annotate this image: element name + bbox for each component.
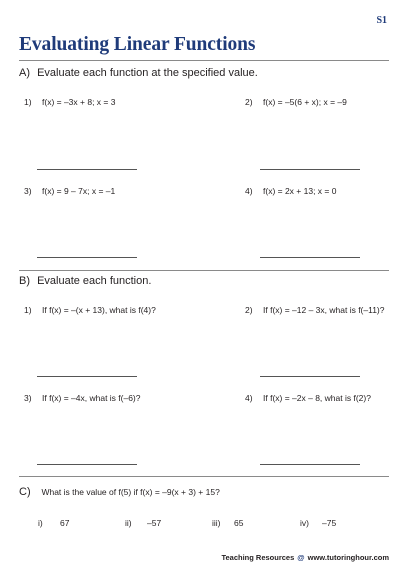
option-iii[interactable] (212, 518, 243, 528)
problem-number: 4) (245, 186, 253, 196)
section-b-letter: B) (19, 275, 30, 287)
option-iv[interactable] (300, 518, 336, 528)
problem-a4 (245, 186, 336, 196)
section-a-heading (19, 67, 258, 79)
answer-line-a2[interactable] (260, 169, 360, 170)
problem-b2 (245, 305, 385, 315)
problem-a3 (24, 186, 115, 196)
answer-line-b3[interactable] (37, 464, 137, 465)
option-value: –57 (147, 518, 162, 528)
answer-line-b4[interactable] (260, 464, 360, 465)
problem-a1 (24, 97, 115, 107)
problem-b4 (245, 393, 371, 403)
problem-text: If f(x) = –12 – 3x, what is f(–11)? (263, 305, 385, 315)
problem-number: 4) (245, 393, 253, 403)
page-title: Evaluating Linear Functions (19, 34, 256, 55)
answer-line-b1[interactable] (37, 376, 137, 377)
section-a-letter: A) (19, 67, 30, 79)
section-b-instruction: Evaluate each function. (37, 275, 152, 287)
sheet-code: S1 (376, 15, 387, 26)
option-number: iv) (300, 518, 309, 528)
section-c-heading (19, 482, 220, 500)
footer-credit (221, 553, 389, 562)
option-i[interactable] (38, 518, 69, 528)
answer-line-a1[interactable] (37, 169, 137, 170)
option-value: 67 (60, 518, 70, 528)
footer-left: Teaching Resources (221, 553, 295, 562)
option-number: ii) (125, 518, 132, 528)
problem-number: 1) (24, 305, 32, 315)
section-b-heading (19, 275, 151, 287)
problem-text: f(x) = 9 – 7x; x = –1 (42, 186, 116, 196)
problem-number: 1) (24, 97, 32, 107)
option-number: iii) (212, 518, 221, 528)
problem-number: 3) (24, 393, 32, 403)
problem-text: If f(x) = –2x – 8, what is f(2)? (263, 393, 371, 403)
problem-text: If f(x) = –(x + 13), what is f(4)? (42, 305, 156, 315)
section-c-question: What is the value of f(5) if f(x) = –9(x + 3) + 15? (41, 487, 220, 497)
section-a-instruction: Evaluate each function at the specified value. (37, 67, 258, 79)
problem-number: 3) (24, 186, 32, 196)
problem-a2 (245, 97, 347, 107)
option-value: 65 (234, 518, 244, 528)
problem-text: If f(x) = –4x, what is f(–6)? (42, 393, 141, 403)
problem-number: 2) (245, 305, 253, 315)
problem-b3 (24, 393, 141, 403)
option-value: –75 (322, 518, 337, 528)
section-b-divider (19, 476, 389, 477)
problem-text: f(x) = –3x + 8; x = 3 (42, 97, 116, 107)
title-rule (19, 60, 389, 61)
section-a-divider (19, 270, 389, 271)
answer-line-a3[interactable] (37, 257, 137, 258)
footer-separator: @ (297, 553, 305, 562)
answer-line-a4[interactable] (260, 257, 360, 258)
footer-url[interactable]: www.tutoringhour.com (307, 553, 389, 562)
problem-text: f(x) = –5(6 + x); x = –9 (263, 97, 347, 107)
problem-b1 (24, 305, 156, 315)
option-number: i) (38, 518, 43, 528)
problem-text: f(x) = 2x + 13; x = 0 (263, 186, 337, 196)
answer-line-b2[interactable] (260, 376, 360, 377)
section-c-letter: C) (19, 486, 31, 498)
problem-number: 2) (245, 97, 253, 107)
option-ii[interactable] (125, 518, 161, 528)
